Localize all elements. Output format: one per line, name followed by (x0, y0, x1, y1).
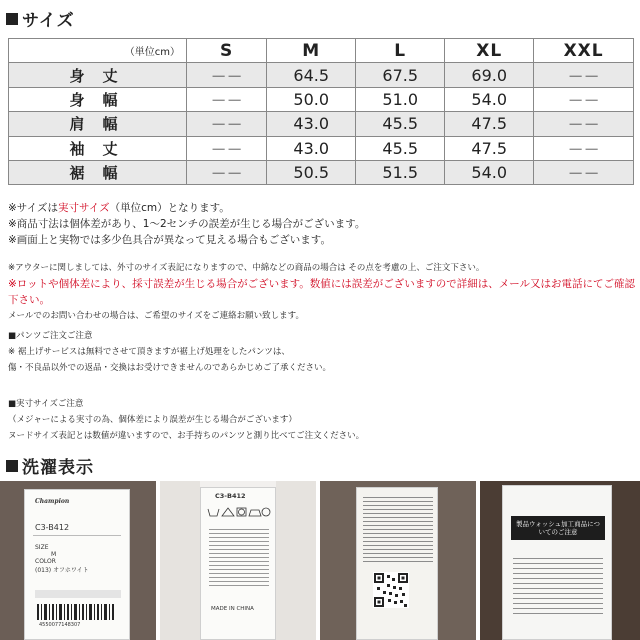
wash-section-title (6, 453, 94, 478)
care-model: C3-B412 (215, 492, 246, 500)
made-in-text: MADE IN CHINA (211, 606, 254, 612)
table-cell: 51.0 (356, 87, 445, 111)
note-red-line: ※ロットや個体差により、採寸誤差が生じる場合がございます。数値には誤差がございますので詳細は、メール又はお電話にてご確認下さい。 (8, 278, 636, 306)
photo-care-label (160, 481, 316, 640)
fabric-right (276, 481, 316, 640)
size-header-row (9, 39, 634, 63)
note-line: 傷・不良品以外での返品・交換はお受けできませんのであらかじめご了承ください。 (8, 363, 332, 373)
measure-note (8, 396, 364, 444)
row-label-body-length: 身丈 (9, 63, 187, 87)
tag-color-value: (013) オフホワイト (35, 567, 89, 574)
table-cell: －－ (187, 160, 267, 184)
divider (33, 535, 121, 536)
care-text-lines (209, 526, 269, 586)
qr-label (356, 487, 438, 640)
label-photos (0, 481, 640, 640)
table-cell: －－ (534, 87, 634, 111)
table-cell: 64.5 (267, 63, 356, 87)
table-cell: －－ (187, 112, 267, 136)
size-header-l: L (356, 39, 445, 63)
size-notes (8, 200, 365, 248)
table-cell: －－ (187, 87, 267, 111)
table-row (9, 87, 634, 111)
size-header-xxl: XXL (534, 39, 634, 63)
note-line: （メジャーによる実寸の為、個体差により誤差が生じる場合がございます） (8, 415, 297, 425)
table-cell: －－ (534, 63, 634, 87)
barcode-icon (37, 604, 117, 620)
row-label-hem-width: 裾幅 (9, 160, 187, 184)
table-cell: 43.0 (267, 112, 356, 136)
redacted-block (35, 590, 121, 598)
size-section-title (6, 6, 75, 31)
pants-note (8, 328, 331, 376)
qr-code-icon (373, 572, 409, 608)
table-cell: －－ (534, 136, 634, 160)
table-cell: 54.0 (445, 87, 534, 111)
note-title: ■実寸サイズご注意 (8, 399, 84, 409)
note-text: ※サイズは (8, 202, 58, 214)
table-cell: 43.0 (267, 136, 356, 160)
size-header-s: S (187, 39, 267, 63)
table-cell: 54.0 (445, 160, 534, 184)
table-cell: －－ (187, 63, 267, 87)
note-title: ■パンツご注文ご注意 (8, 331, 93, 341)
size-title-text: サイズ (22, 11, 75, 31)
size-header-m: M (267, 39, 356, 63)
note-line: ※画面上と実物では多少色具合が異なって見える場合もございます。 (8, 234, 331, 246)
table-cell: 45.5 (356, 112, 445, 136)
care-label (200, 487, 276, 640)
tag-size-label: SIZE (35, 544, 49, 551)
note-line: ※商品寸法は個体差があり、1～2センチの誤差が生じる場合がございます。 (8, 218, 366, 230)
row-label-body-width: 身幅 (9, 87, 187, 111)
square-bullet-icon (6, 13, 18, 25)
tag-size-value: M (51, 551, 57, 558)
table-cell: 47.5 (445, 136, 534, 160)
tag-model: C3-B412 (35, 523, 70, 532)
label-text-lines (363, 494, 433, 564)
table-cell: 51.5 (356, 160, 445, 184)
table-cell: －－ (187, 136, 267, 160)
table-row (9, 112, 634, 136)
note-red-text: 実寸サイズ (57, 202, 110, 214)
table-cell: 50.0 (267, 87, 356, 111)
table-cell: 50.5 (267, 160, 356, 184)
table-cell: 45.5 (356, 136, 445, 160)
note-line (8, 200, 365, 216)
note-line: ※アウターに関しましては、外寸のサイズ表記になりますので、中綿などの商品の場合は その点を考慮の上、ご注文下さい。 (8, 263, 485, 273)
note-line: ※ 裾上げサービスは無料でさせて頂きますが裾上げ処理をしたパンツは、 (8, 347, 290, 357)
note-line: メールでのお問い合わせの場合は、ご希望のサイズをご連絡お願い致します。 (8, 311, 304, 321)
tag-color-label: COLOR (35, 558, 56, 565)
unit-label: （単位cm） (9, 39, 187, 63)
note-text: （単位cm）となります。 (109, 202, 230, 214)
fabric-left (160, 481, 200, 640)
table-cell: 69.0 (445, 63, 534, 87)
wash-symbols-icon (207, 506, 271, 518)
notice-text-lines (513, 554, 603, 618)
notice-title: 製品ウォッシュ加工商品についてのご注意 (516, 520, 600, 536)
table-cell: －－ (534, 160, 634, 184)
barcode-number: 4550077148307 (39, 622, 81, 628)
table-row (9, 160, 634, 184)
outer-note (8, 260, 640, 324)
row-label-sleeve-length: 袖丈 (9, 136, 187, 160)
table-cell: －－ (534, 112, 634, 136)
wash-notice-tag (502, 485, 612, 640)
table-cell: 47.5 (445, 112, 534, 136)
photo-qr-label (320, 481, 476, 640)
brand-logo-text: Champion (35, 498, 70, 505)
square-bullet-icon (6, 460, 18, 472)
size-header-xl: XL (445, 39, 534, 63)
table-row (9, 136, 634, 160)
wash-title-text: 洗濯表示 (22, 458, 94, 478)
photo-hang-tag (0, 481, 156, 640)
table-row (9, 63, 634, 87)
table-cell: 67.5 (356, 63, 445, 87)
note-line: ヌードサイズ表記とは数値が違いますので、お手持ちのパンツと測り比べてご注文ください。 (8, 431, 365, 441)
hang-tag (24, 489, 130, 640)
size-table (8, 38, 634, 185)
photo-wash-notice-tag (480, 481, 640, 640)
row-label-shoulder-width: 肩幅 (9, 112, 187, 136)
